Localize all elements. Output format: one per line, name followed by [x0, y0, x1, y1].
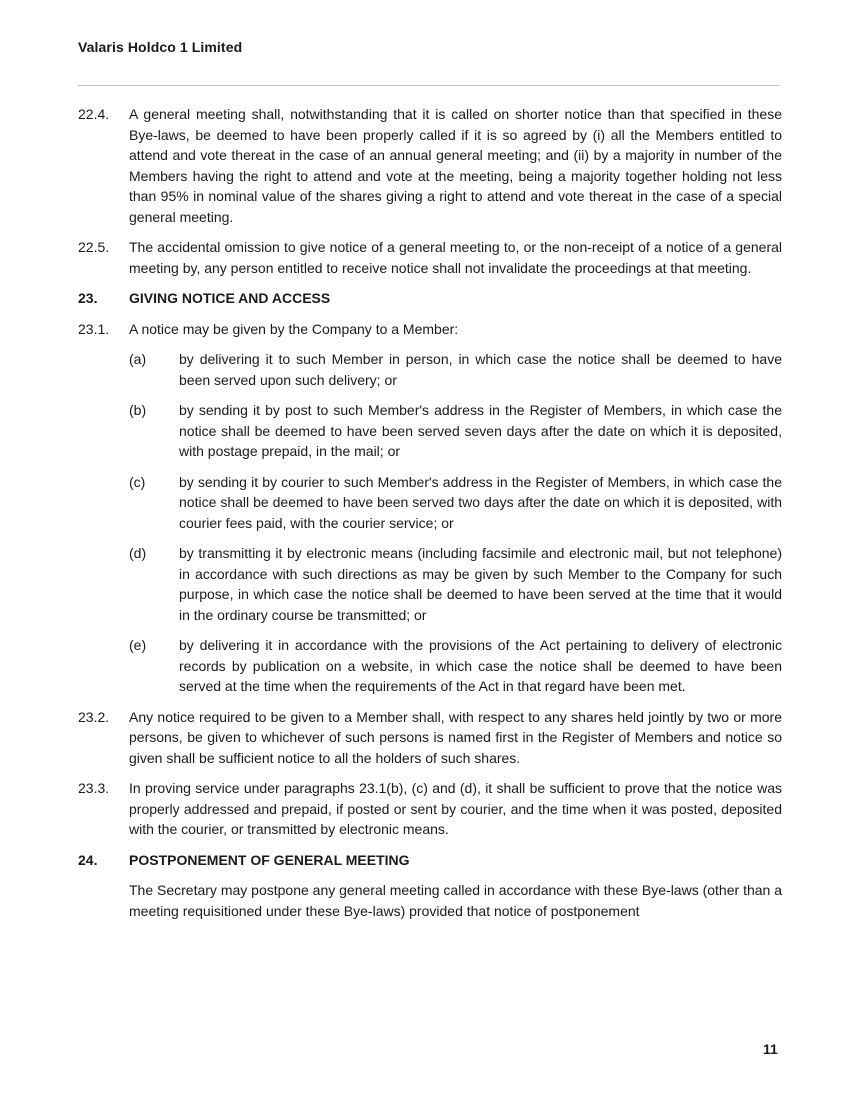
- subparagraph-c: [78, 472, 782, 534]
- subparagraph-text: by delivering it to such Member in person, in which case the notice shall be deemed to have been served upon such delivery; or: [179, 351, 782, 388]
- paragraph-number: 23.3.: [78, 780, 110, 796]
- paragraph-text: A notice may be given by the Company to a Member:: [129, 320, 459, 337]
- subparagraph-text: by sending it by courier to such Member's address in the Register of Members, in which case the notice shall be deemed to have been served two days after the date on which it is deposited, with courier fees paid, with the courier service; or: [179, 473, 782, 531]
- paragraph-number: 23.1.: [78, 320, 110, 337]
- paragraph-text: The accidental omission to give notice of a general meeting to, or the non-receipt of a notice of a general meeting by, any person entitled to receive notice shall not invalidate the proceedings at that meeting.: [129, 239, 782, 276]
- section-heading-24: [78, 850, 782, 871]
- section-title: GIVING NOTICE AND ACCESS: [129, 290, 331, 306]
- document-header-title: Valaris Holdco 1 Limited: [78, 39, 243, 55]
- subparagraph-b: [78, 400, 782, 462]
- paragraph-text: In proving service under paragraphs 23.1(b), (c) and (d), it shall be sufficient to prove that the notice was properly addressed and prepaid, if posted or sent by courier, and the time when it was posted, deposited with the courier, or transmitted by electronic means.: [129, 780, 782, 837]
- paragraph-22-5: [78, 237, 782, 278]
- paragraph-number: 22.5.: [78, 239, 110, 255]
- subparagraph-a: [78, 349, 782, 390]
- paragraph-23-1: [78, 319, 782, 340]
- subparagraph-label: (b): [129, 402, 147, 418]
- paragraph-22-4: [78, 104, 782, 227]
- section-title: POSTPONEMENT OF GENERAL MEETING: [129, 851, 410, 868]
- subparagraph-e: [78, 635, 782, 697]
- paragraph-text: A general meeting shall, notwithstanding that it is called on shorter notice than that specified in these Bye-laws, be deemed to have been properly called if it is so agreed by (i) all the Members entitled to attend and vote thereat in the case of an annual general meeting; and (ii) by a majority in number of the Members having the right to attend and vote at the meeting, being a majority together holding not less than 95% in nominal value of the shares giving a right to attend and vote thereat in the case of a special general meeting.: [129, 106, 782, 225]
- paragraph-23-2: [78, 707, 782, 769]
- page-number: 11: [763, 1041, 778, 1057]
- paragraph-23-3: [78, 778, 782, 840]
- subparagraph-label: (e): [129, 637, 147, 653]
- paragraph-text: The Secretary may postpone any general meeting called in accordance with these Bye-laws (other than a meeting requisitioned under these Bye-laws) provided that notice of postponement: [129, 882, 782, 919]
- paragraph-text: Any notice required to be given to a Member shall, with respect to any shares held jointly by two or more persons, be given to whichever of such persons is named first in the Register of Members and notice so given shall be sufficient notice to all the holders of such shares.: [129, 708, 782, 766]
- subparagraph-text: by sending it by post to such Member's address in the Register of Members, in which case the notice shall be deemed to have been served seven days after the date on which it is deposited, with postage prepaid, in the mail; or: [179, 402, 782, 459]
- subparagraph-label: (c): [129, 473, 146, 490]
- section-heading-23: [78, 288, 782, 309]
- subparagraph-label: (d): [129, 545, 147, 561]
- subparagraph-text: by delivering it in accordance with the provisions of the Act pertaining to delivery of electronic records by publication on a website, in which case the notice shall be deemed to have been served at the time when the requirements of the Act in that regard have been met.: [179, 637, 782, 694]
- paragraph-24: [78, 880, 782, 921]
- paragraph-number: 22.4.: [78, 106, 110, 122]
- subparagraph-d: [78, 543, 782, 625]
- subparagraph-text: by transmitting it by electronic means (including facsimile and electronic mail, but not telephone) in accordance with such directions as may be given by such Member to the Company for such purpose, in which case the notice shall be deemed to have been served at the time that it would in the ordinary course be transmitted; or: [179, 545, 782, 623]
- subparagraph-label: (a): [129, 351, 147, 367]
- paragraph-number: 23.2.: [78, 708, 110, 725]
- section-number: 23.: [78, 290, 98, 306]
- document-body: [78, 104, 782, 921]
- header-divider: [78, 85, 780, 86]
- section-number: 24.: [78, 851, 98, 868]
